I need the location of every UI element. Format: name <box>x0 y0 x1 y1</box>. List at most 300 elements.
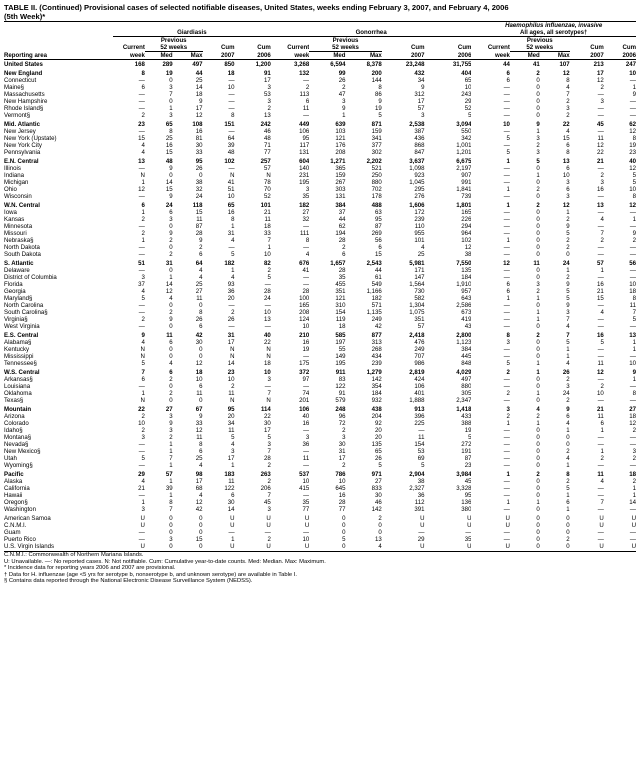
value-cell: — <box>138 77 145 84</box>
value-cell: — <box>138 323 145 330</box>
table-row <box>4 112 636 119</box>
table-row <box>4 434 636 441</box>
value-cell: 2 <box>536 70 540 77</box>
value-cell: 62 <box>629 121 636 128</box>
table-title <box>4 3 636 21</box>
value-cell: 154 <box>335 309 346 316</box>
value-cell: 1 <box>141 390 145 397</box>
value-cell: 537 <box>299 471 310 478</box>
value-cell: — <box>138 492 145 499</box>
value-cell: — <box>138 441 145 448</box>
value-cell: 0 <box>536 353 540 360</box>
value-cell: 95 <box>302 135 310 142</box>
value-cell: 3 <box>267 441 271 448</box>
value-cell: 6 <box>231 492 235 499</box>
value-cell: 29 <box>417 536 425 543</box>
value-cell: — <box>503 172 510 179</box>
value-cell: — <box>503 455 510 462</box>
value-cell: 44 <box>195 70 203 77</box>
value-cell: — <box>228 244 235 251</box>
value-cell: 0 <box>536 193 540 200</box>
value-cell: 31 <box>338 448 346 455</box>
value-cell: 113 <box>299 91 310 98</box>
value-cell: 4 <box>231 274 235 281</box>
value-cell: 121 <box>335 135 346 142</box>
value-cell: 0 <box>536 485 540 492</box>
table-row <box>4 209 636 216</box>
reporting-area-cell: Minnesota <box>4 223 33 230</box>
value-cell: 436 <box>414 135 425 142</box>
value-cell: 1 <box>600 448 604 455</box>
value-cell: — <box>503 274 510 281</box>
value-cell: 200 <box>371 70 382 77</box>
value-cell: 1 <box>169 462 173 469</box>
value-cell: 101 <box>414 237 425 244</box>
reporting-area-cell: Oklahoma <box>4 390 32 397</box>
value-cell: — <box>629 529 636 536</box>
value-cell: — <box>597 376 604 383</box>
value-cell: 52 <box>264 193 271 200</box>
value-cell: 0 <box>536 105 540 112</box>
value-cell: 739 <box>461 193 472 200</box>
value-cell: — <box>228 323 235 330</box>
value-cell: 1 <box>231 462 235 469</box>
value-cell: 1,304 <box>409 302 425 309</box>
value-cell: — <box>629 105 636 112</box>
value-cell: 142 <box>371 376 382 383</box>
value-cell: 1 <box>536 172 540 179</box>
value-cell: — <box>503 98 510 105</box>
value-cell: 17 <box>195 478 203 485</box>
value-cell: 132 <box>299 70 310 77</box>
value-cell: 12 <box>629 420 636 427</box>
value-cell: 1 <box>566 346 570 353</box>
value-cell: 38 <box>195 179 203 186</box>
value-cell: 8 <box>378 84 382 91</box>
year-2007-header: 2007 <box>570 52 604 60</box>
value-cell: 239 <box>414 216 425 223</box>
value-cell: 0 <box>342 522 346 529</box>
value-cell: 6 <box>199 383 203 390</box>
value-cell: 10 <box>562 172 570 179</box>
value-cell: 6 <box>506 288 510 295</box>
weeks52-label: 52 weeks <box>145 44 203 52</box>
value-cell: — <box>629 383 636 390</box>
table-row <box>4 288 636 295</box>
value-cell: 9 <box>632 369 636 376</box>
value-cell: — <box>503 448 510 455</box>
value-cell: 0 <box>536 179 540 186</box>
value-cell: 5 <box>566 339 570 346</box>
value-cell: 78 <box>264 179 271 186</box>
value-cell: — <box>303 274 310 281</box>
value-cell: 1,888 <box>409 397 425 404</box>
value-cell: 3 <box>169 84 173 91</box>
value-cell: 122 <box>224 485 235 492</box>
value-cell: 17 <box>264 77 271 84</box>
value-cell: 10 <box>302 323 310 330</box>
value-cell: 0 <box>199 522 203 529</box>
value-cell: 0 <box>536 230 540 237</box>
value-cell: 0 <box>169 244 173 251</box>
table-row <box>4 330 636 339</box>
value-cell: 36 <box>227 288 235 295</box>
value-cell: 184 <box>371 390 382 397</box>
value-cell: 17 <box>227 339 235 346</box>
value-cell: 0 <box>169 353 173 360</box>
value-cell: — <box>597 397 604 404</box>
value-cell: 3 <box>632 448 636 455</box>
value-cell: — <box>629 441 636 448</box>
value-cell: 210 <box>299 332 310 339</box>
value-cell: 1 <box>566 506 570 513</box>
reporting-area-cell: Vermont§ <box>4 112 31 119</box>
value-cell: 103 <box>335 128 346 135</box>
value-cell: — <box>503 165 510 172</box>
max-header: Max <box>540 52 570 60</box>
value-cell: 1 <box>566 492 570 499</box>
value-cell: — <box>597 492 604 499</box>
value-cell: 41 <box>302 267 310 274</box>
value-cell: — <box>597 441 604 448</box>
reporting-area-cell: C.N.M.I. <box>4 522 27 529</box>
value-cell: 5 <box>468 112 472 119</box>
value-cell: 13 <box>264 112 271 119</box>
value-cell: 96 <box>338 413 346 420</box>
value-cell: 4 <box>566 360 570 367</box>
value-cell: U <box>467 543 472 550</box>
reporting-area-cell: Nevada§ <box>4 441 29 448</box>
table-row <box>4 281 636 288</box>
value-cell: 43 <box>464 323 472 330</box>
value-cell: 9 <box>378 98 382 105</box>
reporting-area-cell: North Carolina <box>4 302 44 309</box>
value-cell: 46 <box>375 499 382 506</box>
value-cell: — <box>503 441 510 448</box>
value-cell: 702 <box>371 186 382 193</box>
value-cell: 8 <box>231 112 235 119</box>
value-cell: 3 <box>566 309 570 316</box>
value-cell: — <box>503 112 510 119</box>
reporting-area-cell: Utah <box>4 455 17 462</box>
value-cell: — <box>138 383 145 390</box>
value-cell: 65 <box>375 448 382 455</box>
value-cell: — <box>629 223 636 230</box>
value-cell: 37 <box>138 281 145 288</box>
value-cell: 1 <box>231 536 235 543</box>
disease-table <box>4 21 636 550</box>
value-cell: 2 <box>342 427 346 434</box>
previous-row <box>4 37 636 45</box>
value-cell: 1 <box>536 369 540 376</box>
value-cell: 42 <box>195 506 203 513</box>
value-cell: 302 <box>371 149 382 156</box>
value-cell: 8 <box>305 237 310 244</box>
value-cell: 11 <box>228 478 235 485</box>
value-cell: U <box>631 543 636 550</box>
value-cell: 4 <box>231 237 235 244</box>
value-cell: 9 <box>566 302 570 309</box>
value-cell: 9 <box>169 165 173 172</box>
value-cell: — <box>303 281 310 288</box>
value-cell: 2 <box>536 142 540 149</box>
value-cell: 14 <box>165 281 173 288</box>
value-cell: 12 <box>165 288 173 295</box>
value-cell: 2 <box>632 237 636 244</box>
value-cell: 12 <box>629 165 636 172</box>
value-cell: 269 <box>371 230 382 237</box>
value-cell: 5 <box>267 434 271 441</box>
value-cell: 18 <box>629 471 636 478</box>
value-cell: 833 <box>371 485 382 492</box>
value-cell: N <box>140 172 145 179</box>
value-cell: 121 <box>335 295 346 302</box>
value-cell: 1,200 <box>255 61 271 68</box>
reporting-area-cell: Colorado <box>4 420 29 427</box>
value-cell: 17 <box>195 105 203 112</box>
table-row <box>4 543 636 550</box>
max-header: Max <box>173 52 203 60</box>
previous-label: Previous <box>332 37 359 44</box>
value-cell: 83 <box>338 376 346 383</box>
value-cell: 10 <box>464 84 472 91</box>
value-cell: 201 <box>299 397 310 404</box>
value-cell: 6,594 <box>330 61 346 68</box>
value-cell: 46 <box>264 128 271 135</box>
value-cell: 2 <box>169 434 173 441</box>
value-cell: 5 <box>378 112 382 119</box>
value-cell: 35 <box>302 499 310 506</box>
value-cell: N <box>266 346 271 353</box>
value-cell: — <box>264 302 271 309</box>
value-cell: 4 <box>169 360 173 367</box>
value-cell: 1 <box>536 390 540 397</box>
value-cell: 19 <box>165 70 173 77</box>
value-cell: 0 <box>169 522 173 529</box>
value-cell: 9 <box>632 91 636 98</box>
value-cell: 11 <box>228 427 235 434</box>
value-cell: — <box>597 485 604 492</box>
value-cell: 0 <box>536 448 540 455</box>
value-cell: 10 <box>195 376 203 383</box>
reporting-area-cell: Guam <box>4 529 21 536</box>
reporting-area-cell: Hawaii <box>4 492 23 499</box>
reporting-area-cell: Illinois <box>4 165 21 172</box>
value-cell: 14 <box>195 84 203 91</box>
value-cell: 1,123 <box>456 339 472 346</box>
value-cell: 0 <box>536 397 540 404</box>
table-row <box>4 346 636 353</box>
value-cell: — <box>629 462 636 469</box>
value-cell: 1 <box>536 316 540 323</box>
value-cell: N <box>230 172 235 179</box>
value-cell: 87 <box>375 223 382 230</box>
reporting-area-cell: Mountain <box>4 406 32 413</box>
value-cell: 8 <box>632 135 636 142</box>
value-cell: 28 <box>264 288 271 295</box>
value-cell: 11 <box>597 360 604 367</box>
value-cell: 15 <box>138 135 145 142</box>
value-cell: 15 <box>165 186 173 193</box>
value-cell: 295 <box>414 186 425 193</box>
value-cell: 197 <box>335 339 346 346</box>
value-cell: 3 <box>421 112 425 119</box>
value-cell: 28 <box>302 288 310 295</box>
value-cell: 3 <box>566 383 570 390</box>
value-cell: 151 <box>224 121 235 128</box>
value-cell: 119 <box>335 316 346 323</box>
value-cell: 932 <box>371 397 382 404</box>
value-cell: 2 <box>566 244 570 251</box>
value-cell: 93 <box>227 281 235 288</box>
value-cell: 3,637 <box>409 158 425 165</box>
value-cell: 0 <box>378 529 382 536</box>
table-row <box>4 376 636 383</box>
value-cell: 21 <box>597 406 604 413</box>
table-row <box>4 323 636 330</box>
value-cell: 18 <box>338 323 346 330</box>
value-cell: 2 <box>267 462 271 469</box>
value-cell: 0 <box>342 515 346 522</box>
value-cell: — <box>503 506 510 513</box>
value-cell: 10 <box>629 186 636 193</box>
value-cell: 1 <box>536 499 540 506</box>
value-cell: 0 <box>169 302 173 309</box>
value-cell: 11 <box>196 295 203 302</box>
value-cell: — <box>465 529 472 536</box>
value-cell: 1,271 <box>330 158 346 165</box>
value-cell: 239 <box>371 360 382 367</box>
value-cell: 7 <box>267 448 271 455</box>
value-cell: 305 <box>461 390 472 397</box>
value-cell: 3 <box>536 281 540 288</box>
value-cell: 18 <box>264 223 271 230</box>
value-cell: 4 <box>231 441 235 448</box>
value-cell: 6 <box>600 420 604 427</box>
value-cell: U <box>304 522 310 529</box>
value-cell: — <box>503 105 510 112</box>
table-row <box>4 172 636 179</box>
table-row <box>4 267 636 274</box>
table-row <box>4 91 636 98</box>
value-cell: 433 <box>461 413 472 420</box>
table-row <box>4 142 636 149</box>
value-cell: U <box>266 522 271 529</box>
value-cell: 4 <box>141 339 145 346</box>
value-cell: 195 <box>335 360 346 367</box>
value-cell: 289 <box>162 61 173 68</box>
value-cell: 23 <box>629 149 636 156</box>
value-cell: 1,657 <box>330 260 346 267</box>
footnote: C.N.M.I.: Commonwealth of Northern Mariana Islands. <box>4 552 144 558</box>
value-cell: 372 <box>299 369 310 376</box>
table-row <box>4 105 636 112</box>
cum-label: Cum <box>622 44 636 52</box>
table-row <box>4 128 636 135</box>
value-cell: 263 <box>260 471 271 478</box>
value-cell: 23 <box>227 369 235 376</box>
value-cell: 4 <box>305 251 310 258</box>
value-cell: — <box>629 323 636 330</box>
weeks52-label: 52 weeks <box>309 44 382 52</box>
value-cell: — <box>597 91 604 98</box>
value-cell: 6 <box>141 202 145 209</box>
value-cell: 48 <box>165 158 173 165</box>
value-cell: U <box>505 522 510 529</box>
value-cell: 6 <box>141 376 145 383</box>
reporting-area-cell: New Mexico§ <box>4 448 41 455</box>
value-cell: 2 <box>231 383 235 390</box>
value-cell: 20 <box>375 427 382 434</box>
value-cell: 957 <box>461 288 472 295</box>
value-cell: 12 <box>503 260 510 267</box>
value-cell: 585 <box>335 332 346 339</box>
value-cell: 34 <box>227 420 235 427</box>
value-cell: 0 <box>536 383 540 390</box>
cum-label: Cum <box>221 44 235 52</box>
value-cell: 14 <box>227 506 235 513</box>
value-cell: 1 <box>600 427 604 434</box>
value-cell: 45 <box>597 121 604 128</box>
value-cell: U <box>631 515 636 522</box>
value-cell: 10 <box>629 360 636 367</box>
table-row <box>4 413 636 420</box>
value-cell: 15 <box>562 135 570 142</box>
value-cell: 3 <box>342 434 346 441</box>
value-cell: — <box>138 302 145 309</box>
value-cell: 22 <box>264 413 271 420</box>
title-line-1: TABLE II. (Continued) Provisional cases of selected notifiable diseases, United States, weeks ending February 3, 2007, and February 4, 2006 <box>4 3 509 12</box>
value-cell: 35 <box>464 536 472 543</box>
value-cell: 2,197 <box>456 165 472 172</box>
value-cell: 226 <box>461 216 472 223</box>
value-cell: 0 <box>536 427 540 434</box>
value-cell: 10 <box>264 369 271 376</box>
value-cell: — <box>503 142 510 149</box>
value-cell: 0 <box>199 346 203 353</box>
value-cell: 0 <box>169 515 173 522</box>
value-cell: 41 <box>533 61 540 68</box>
value-cell: 8 <box>566 77 570 84</box>
value-cell: 8 <box>632 295 636 302</box>
value-cell: 242 <box>260 121 271 128</box>
value-cell: 16 <box>302 339 310 346</box>
value-cell: — <box>138 244 145 251</box>
value-cell: 57 <box>417 323 425 330</box>
value-cell: 5 <box>600 339 604 346</box>
value-cell: 30 <box>227 499 235 506</box>
reporting-area-cell: W.S. Central <box>4 369 40 376</box>
value-cell: 848 <box>461 360 472 367</box>
value-cell: U <box>599 515 604 522</box>
value-cell: 87 <box>464 455 472 462</box>
value-cell: 20 <box>227 413 235 420</box>
value-cell: 112 <box>414 499 425 506</box>
value-cell: — <box>503 216 510 223</box>
value-cell: 25 <box>417 251 425 258</box>
table-row <box>4 295 636 302</box>
value-cell: 4 <box>141 478 145 485</box>
table-row <box>4 165 636 172</box>
value-cell: 184 <box>461 274 472 281</box>
table-body <box>4 60 636 551</box>
value-cell: 14 <box>165 179 173 186</box>
value-cell: 2,904 <box>409 471 425 478</box>
value-cell: 29 <box>138 471 145 478</box>
reporting-area-cell: W.N. Central <box>4 202 40 209</box>
value-cell: — <box>228 91 235 98</box>
value-cell: 95 <box>227 406 235 413</box>
